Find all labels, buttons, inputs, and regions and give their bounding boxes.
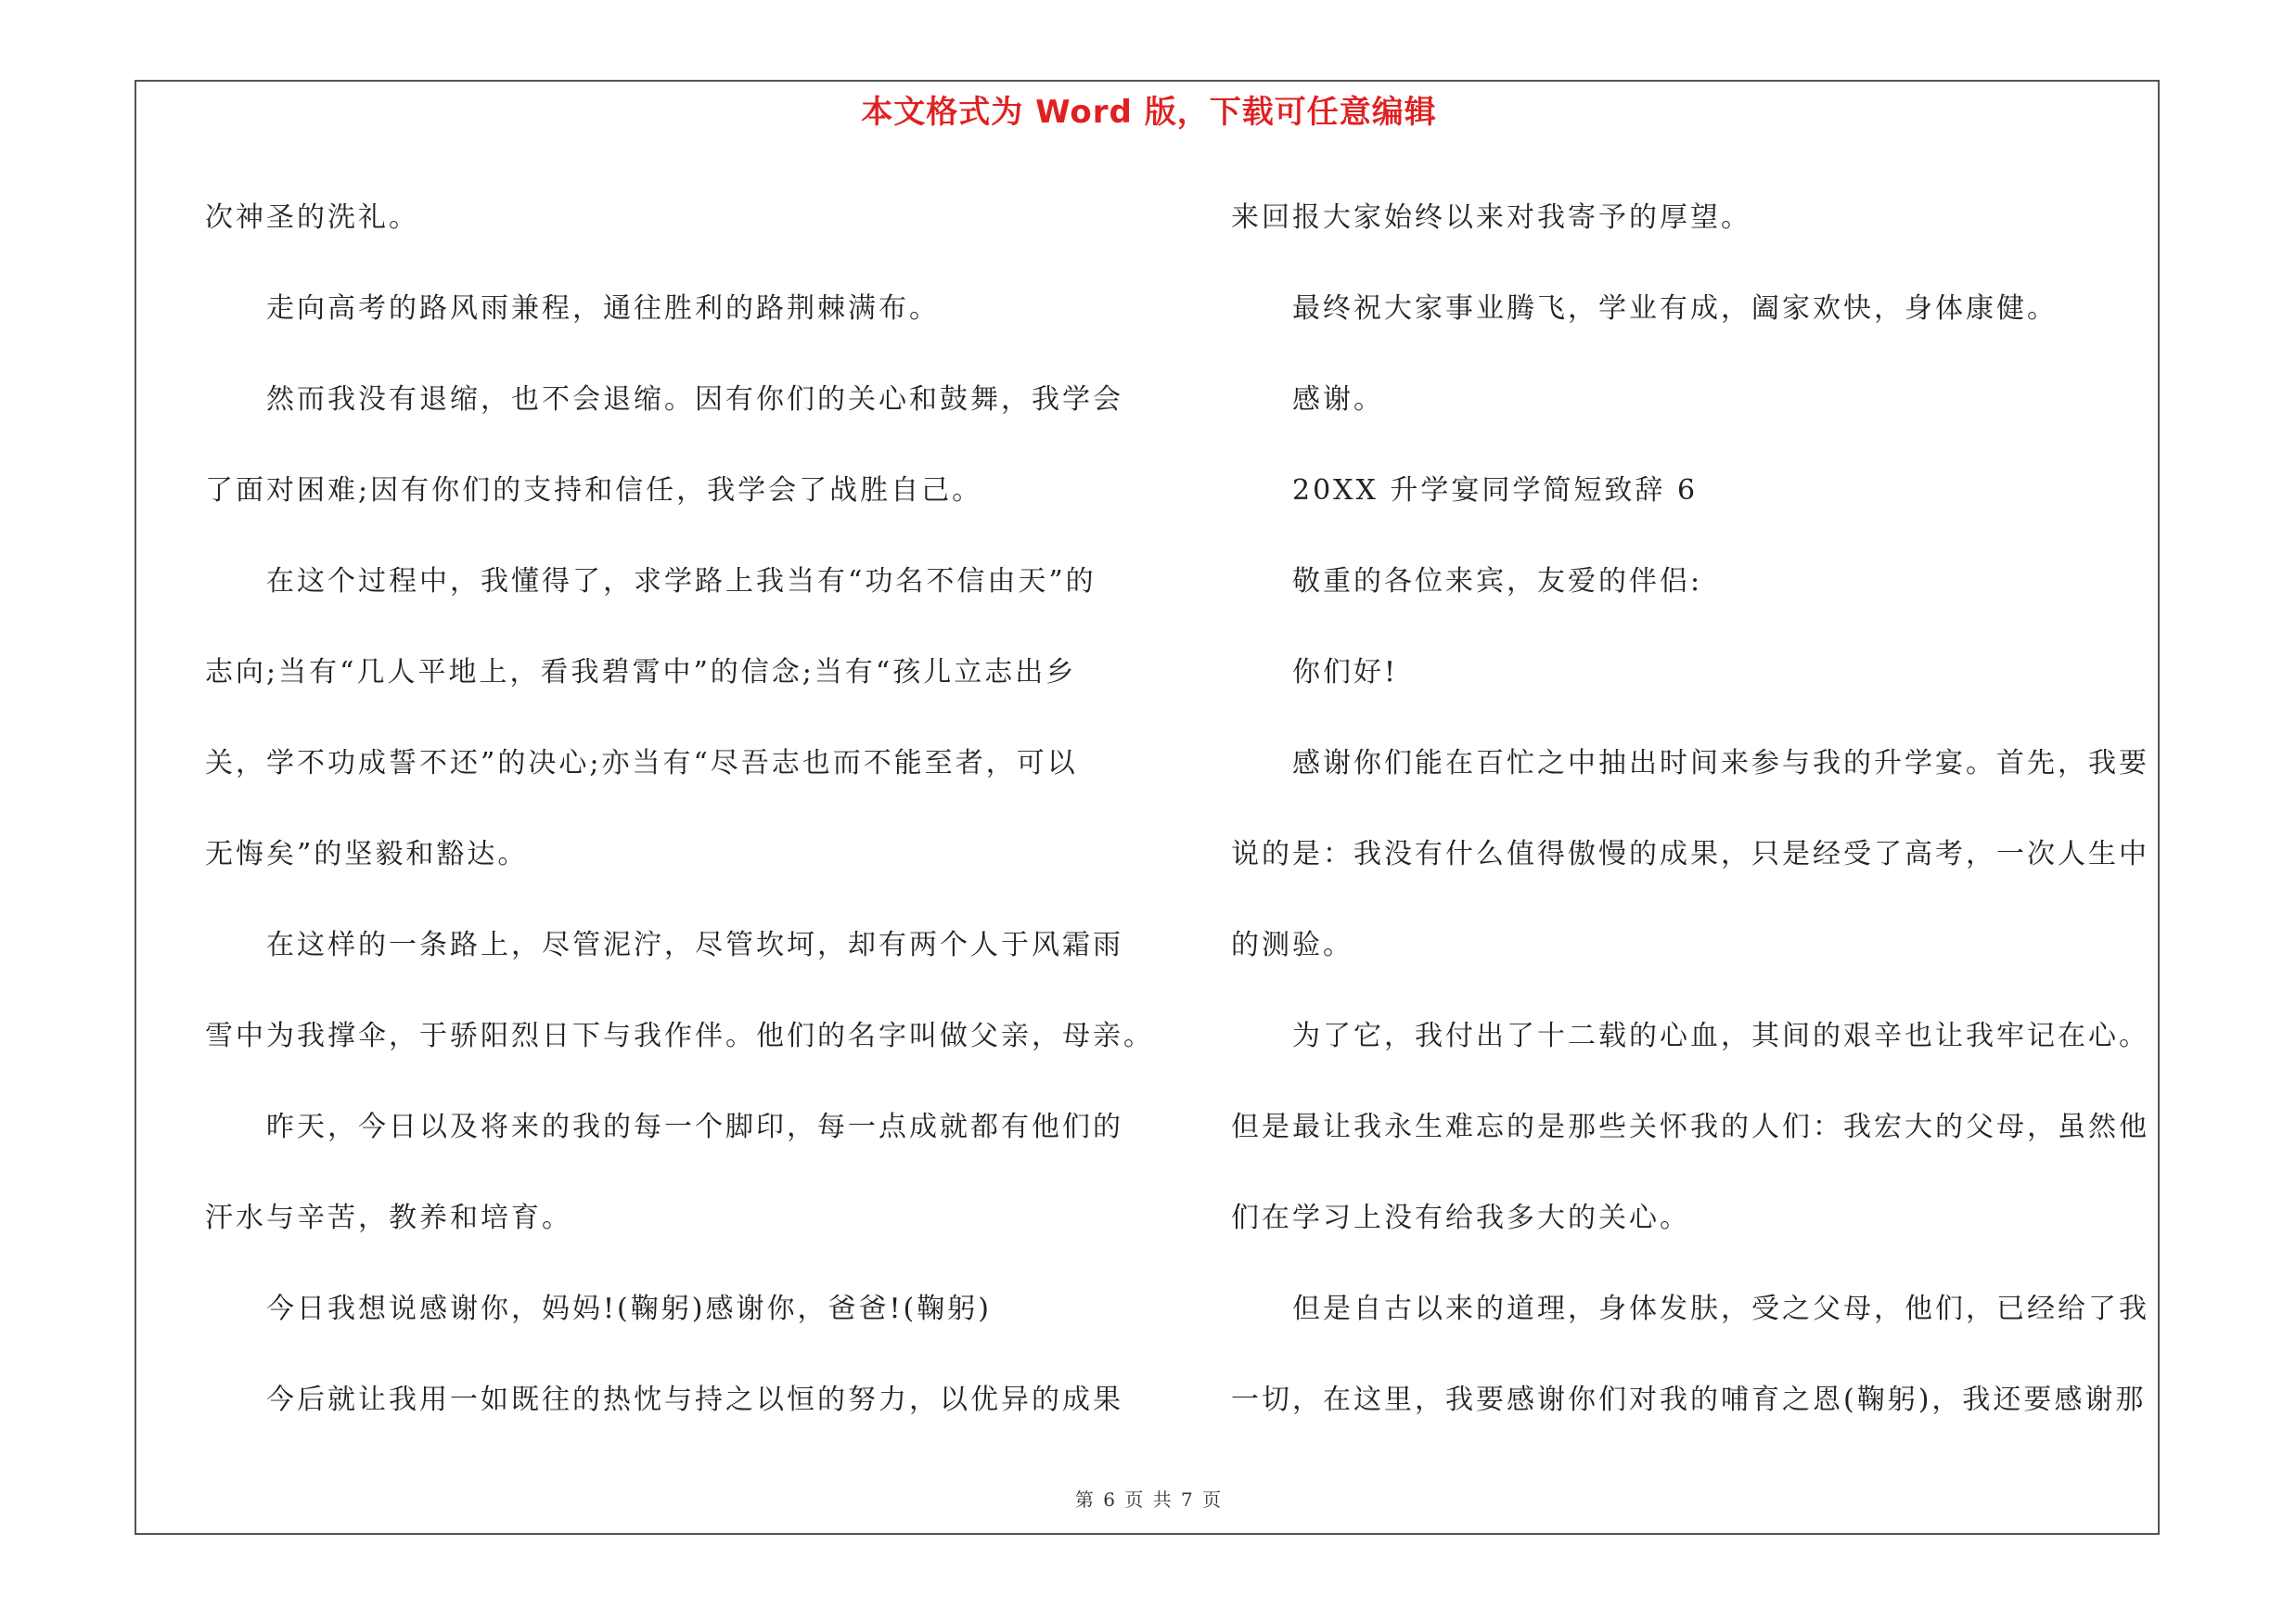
text-line: 雪中为我撑伞，于骄阳烈日下与我作伴。他们的名字叫做父亲，母亲。 (205, 1020, 1154, 1052)
text-line: 今日我想说感谢你，妈妈!(鞠躬)感谢你，爸爸!(鞠躬) (266, 1293, 992, 1325)
text-line: 次神圣的洗礼。 (205, 201, 419, 234)
text-line: 们在学习上没有给我多大的关心。 (1231, 1202, 1690, 1234)
text-line: 感谢。 (1292, 383, 1384, 416)
text-line: 敬重的各位来宾，友爱的伴侣: (1292, 565, 1703, 598)
text-line: 昨天，今日以及将来的我的每一个脚印，每一点成就都有他们的 (266, 1111, 1123, 1143)
text-line: 你们好! (1292, 656, 1399, 689)
text-line: 的测验。 (1231, 929, 1353, 961)
right-text-column (1231, 173, 2168, 1446)
text-line: 在这个过程中，我懂得了，求学路上我当有“功名不信由天”的 (266, 565, 1097, 598)
text-line: 但是最让我永生难忘的是那些关怀我的人们：我宏大的父母，虽然他 (1231, 1111, 2149, 1143)
page-number-footer: 第 6 页 共 7 页 (1074, 1488, 1224, 1511)
text-line: 今后就让我用一如既往的热忱与持之以恒的努力，以优异的成果 (266, 1384, 1123, 1416)
text-line: 为了它，我付出了十二载的心血，其间的艰辛也让我牢记在心。 (1292, 1020, 2149, 1052)
left-text-column (205, 173, 1154, 1446)
document-page (135, 80, 2160, 1535)
text-line: 志向;当有“几人平地上，看我碧霄中”的信念;当有“孩儿立志出乡 (205, 656, 1077, 689)
text-line: 然而我没有退缩，也不会退缩。因有你们的关心和鼓舞，我学会 (266, 383, 1123, 416)
text-line: 汗水与辛苦，教养和培育。 (205, 1202, 572, 1234)
text-line: 一切，在这里，我要感谢你们对我的哺育之恩(鞠躬)，我还要感谢那 (1231, 1384, 2147, 1416)
text-line: 但是自古以来的道理，身体发肤，受之父母，他们，已经给了我 (1292, 1293, 2149, 1325)
text-line: 20XX 升学宴同学简短致辞 6 (1292, 474, 1699, 507)
text-line: 了面对困难;因有你们的支持和信任，我学会了战胜自己。 (205, 474, 983, 507)
text-line: 说的是：我没有什么值得傲慢的成果，只是经受了高考，一次人生中 (1231, 838, 2149, 870)
text-line: 走向高考的路风雨兼程，通往胜利的路荆棘满布。 (266, 292, 940, 325)
text-line: 最终祝大家事业腾飞，学业有成，阖家欢快，身体康健。 (1292, 292, 2058, 325)
text-line: 关，学不功成誓不还”的决心;亦当有“尽吾志也而不能至者，可以 (205, 747, 1078, 779)
word-format-banner: 本文格式为 Word 版，下载可任意编辑 (861, 94, 1437, 131)
text-line: 无悔矣”的坚毅和豁达。 (205, 838, 529, 870)
text-line: 在这样的一条路上，尽管泥泞，尽管坎坷，却有两个人于风霜雨 (266, 929, 1123, 961)
text-line: 来回报大家始终以来对我寄予的厚望。 (1231, 201, 1751, 234)
text-line: 感谢你们能在百忙之中抽出时间来参与我的升学宴。首先，我要 (1292, 747, 2149, 779)
